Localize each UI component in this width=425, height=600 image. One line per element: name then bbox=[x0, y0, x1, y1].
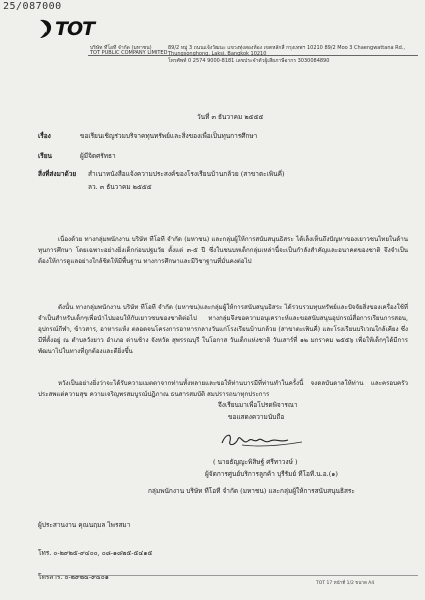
attachment-line-2: ลว. ๓ ธันวาคม ๒๕๕๕ bbox=[88, 183, 152, 191]
body-paragraph-2 bbox=[38, 302, 408, 357]
signer-organization: กลุ่มพนักงาน บริษัท ทีโอที จำกัด (มหาชน) และกลุ่มผู้ให้การสนับสนุนธิสระ bbox=[148, 487, 355, 495]
recipient-text: ผู้มีจิตศรัทธา bbox=[80, 152, 116, 160]
letter-date: วันที่ ๓ ธันวาคม ๒๕๕๕ bbox=[197, 113, 264, 121]
subject-text: ขอเรียนเชิญร่วมบริจาคทุนทรัพย์และสิ่งของเพื่อเป็นทุนการศึกษา bbox=[80, 132, 258, 140]
scan-reference-number: 25/087000 bbox=[3, 1, 62, 12]
tot-logo-icon bbox=[38, 18, 54, 40]
body-paragraph-1-text: เนื่องด้วย ทางกลุ่มพนักงาน บริษัท ทีโอที จำกัด (มหาชน) และกลุ่มผู้ให้การสนับสนุนธิสระ ได้เล็งเห็นถึงปัญหาของเยาวชนไทยในด้านทุนการศึกษา โดยเฉพาะอย่างยิ่งเด็กก่อนปฐมวัย ตั้งแต่ ๓-๕ ปี ซึ่งในชนบทเด็กกลุ่มเหล่านี้จะเป็นกำลังสำคัญและอนาคตของชาติ จึงจำเป็นต้องให้การดูแลอย่างใกล้ชิดให้มีพื้นฐาน ทางการศึกษาและมีวิชาฐานที่มั่นคงต่อไป bbox=[38, 236, 408, 265]
signer-name: ( นายธัญญะพิสิษฐ์ ศรีทาวงษ์ ) bbox=[213, 458, 298, 466]
recipient-label: เรียน bbox=[38, 152, 52, 160]
coordinator-fax: โทรสาร. ๐-๒๙๒๕-๙๔๐๑ bbox=[38, 573, 109, 581]
company-phone: โทรศัพท์ 0 2574 9000-8181 เลขประจำตัวผู้เสียภาษีอากร 3030084890 bbox=[168, 58, 330, 64]
coordinator-name: ผู้ประสานงาน คุณนฤมล ไพรสมา bbox=[38, 521, 131, 529]
footer-form-note: TOT 17 หน้าที่ 1/2 ขนาด A4 bbox=[316, 581, 375, 586]
tot-logo bbox=[38, 18, 96, 40]
signer-title: ผู้จัดการศูนย์บริการลูกค้า บุรีรัมย์ ทีโอที.น.อ.(๑) bbox=[205, 470, 338, 478]
attachment-label: สิ่งที่ส่งมาด้วย bbox=[38, 170, 77, 178]
closing-request: จึงเรียนมาเพื่อโปรดพิจารณา bbox=[218, 401, 298, 409]
body-paragraph-1 bbox=[38, 234, 408, 267]
tot-logo-text: TOT bbox=[55, 18, 95, 40]
coordinator-telephone: โทร. ๐-๒๙๒๕-๙๔๐๐, ๐๘-๑๘๒๕-๕๔๑๕ bbox=[38, 549, 153, 557]
body-paragraph-3-text: หวังเป็นอย่างยิ่งว่าจะได้รับความเมตตาจากท่านทั้งหลายและขอให้ท่านบารมีที่ท่านทำในครั้งนี้ จงดลบันดาลให้ท่าน และครอบครัวประสพแต่ความสุข ความเจริญพรสมบูรณ์ปฏิภาณ ธนสารสมบัติ สมปรารถนาทุกประการ bbox=[38, 380, 408, 398]
subject-label: เรื่อง bbox=[38, 132, 51, 140]
company-name-english: TOT PUBLIC COMPANY LIMITED bbox=[90, 50, 168, 56]
body-paragraph-2-text: ดังนั้น ทางกลุ่มพนักงาน บริษัท ทีโอที จำกัด (มหาชน)และกลุ่มผู้ให้การสนับสนุนธิสระ ได้รวบรวมทุนทรัพย์และปัจจัยสิ่งของเครื่องใช้ที่จำเป็นสำหรับเด็กๆเพื่อนำไปมอบให้กับเยาวชนของชาติต่อไป ทางกลุ่มจึงขอความอนุเคราะห์และขอสนับสนุนอุปกรณ์สื่อการเรียนการสอน, อุปกรณ์กีฬา, ข้าวสาร, อาหารแห้ง ตลอดจนโครงการอาหารกลางวันแก่โรงเรียนบ้านกล้วย (สาขาตะเพินคี่) และโรงเรียนบริเวณใกล้เคียง ซึ่งมีที่ตั้งอยู่ ณ ตำบลวังยาว อำเภอ ด่านช้าง จังหวัด สุพรรณบุรี ในโอกาส วันเด็กแห่งชาติ วันเสาร์ที่ ๑๒ มกราคม ๒๕๕๖ เพื่อให้เด็กๆได้มีการพัฒนาไปในทางที่ถูกต้องและดียิ่งขึ้น bbox=[38, 304, 408, 355]
company-name-thai: บริษัท ทีโอที จำกัด (มหาชน) bbox=[90, 45, 152, 51]
closing-regards: ขอแสดงความนับถือ bbox=[228, 413, 285, 421]
body-paragraph-3 bbox=[38, 378, 408, 400]
footer-divider bbox=[38, 575, 418, 576]
handwritten-signature bbox=[218, 429, 308, 451]
company-address: 89/2 หมู่ 3 ถนนแจ้งวัฒนะ แขวงทุ่งสองห้อง เขตหลักสี่ กรุงเทพฯ 10210 89/2 Moo 3 Chaengwattana Rd., Thungsonghong, Laksi, Bangkok 10210 bbox=[168, 45, 405, 57]
attachment-line-1: สำเนาหนังสือแจ้งความประสงค์ของโรงเรียนบ้านกล้วย (สาขาตะเพินคี่) bbox=[88, 170, 285, 178]
